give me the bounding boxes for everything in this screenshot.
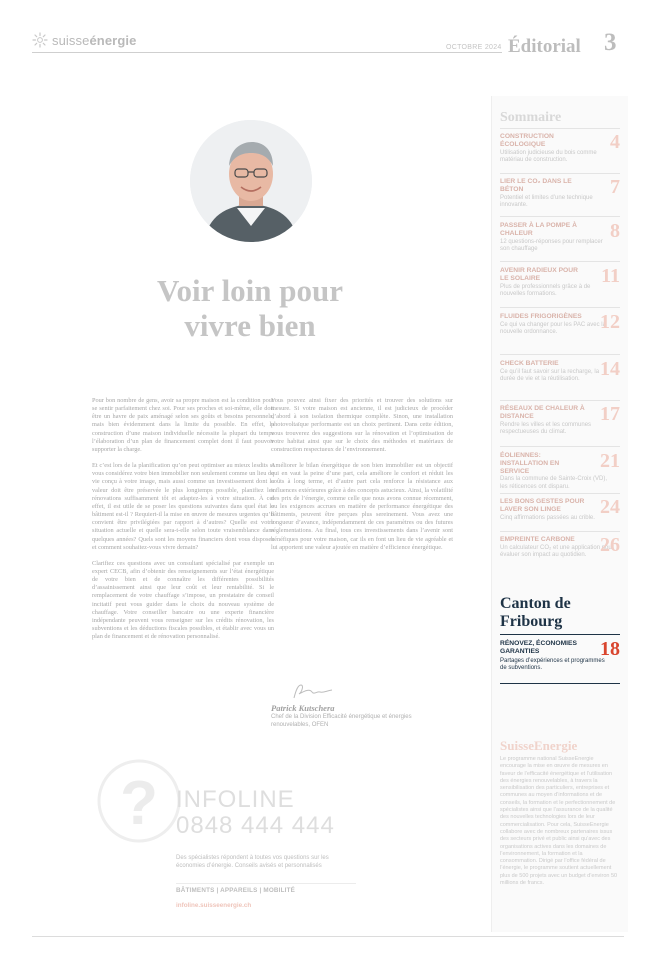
- infoline-description: Des spécialistes répondent à toutes vos questions sur les économies d’énergie. Conseils avisés et personnalisés: [176, 855, 329, 869]
- toc-item[interactable]: AVENIR RADIEUX POUR LE SOLAIRE Plus de professionnels grâce à de nouvelles formations. 11: [500, 267, 620, 298]
- signature-role: Chef de la Division Efficacité énergétique et énergies renouvelables, OFEN: [271, 714, 412, 728]
- toc-page: 14: [600, 358, 620, 380]
- toc-divider: [500, 261, 620, 262]
- infoline-categories: BÂTIMENTS | APPAREILS | MOBILITÉ: [176, 887, 296, 894]
- article-title: Voir loin pour vivre bien: [156, 273, 344, 343]
- author-portrait: [190, 120, 312, 242]
- sommaire-divider: [500, 128, 620, 129]
- toc-item[interactable]: CONSTRUCTION ÉCOLOGIQUE Utilisation judicieuse du bois comme matériau de construction. 4: [500, 133, 620, 164]
- canton-toc-item[interactable]: RÉNOVEZ, ÉCONOMIES GARANTIES Partages d’expériences et programmes de subventions. 18: [500, 638, 620, 671]
- toc-item[interactable]: PASSER À LA POMPE À CHALEUR 12 questions-réponses pour remplacer son chauffage 8: [500, 222, 620, 253]
- logo-text: suisseénergie: [52, 32, 137, 48]
- svg-text:?: ?: [120, 769, 158, 838]
- toc-page: 4: [610, 131, 620, 153]
- toc-page: 11: [601, 265, 620, 287]
- paragraph: Clarifiez ces questions avec un consultant spécialisé par exemple un expert CECB, afin d’obtenir des renseignements sur l’état énergétique de votre bien et de connaître les différentes possibilités d’assainissement ainsi que leur coût et leur rentabilité. Si le remplacement de votre chauffage s’impose, un prestataire de conseil incitatif peut vous guider dans le choix du nouveau système de chauffage. Votre conseiller bancaire ou une experte financière indépendante peuvent vous renseigner sur les crédits rénovation, les subventions et les déductions fiscales possibles, et établir avec vous un plan de financement et de rénovation personnalisé.: [92, 559, 274, 641]
- canton-divider: [500, 634, 620, 635]
- suisseenergie-description: Le programme national SuisseEnergie encourage la mise en œuvre de mesures en faveur de l’efficacité énergétique et l’utilisation des énergies renouvelables, à travers la sensibilisation des particuliers, entreprises et communes au moyen d’informations et de conseils, la formation et le perfectionnement de spécialistes ainsi que l’assurance de la qualité des nouvelles technologies lors de leur commercialisation. Pour cela, SuisseEnergie collabore avec de nombreux partenaires issus des secteurs privé et public ainsi qu’avec des organisations actives dans les domaines de l’environnement, la formation et la consommation. Dirigé par l’office fédéral de l’énergie, le programme soutient actuellement plus de 500 projets avec un budget d’environ 50 millions de francs.: [500, 756, 618, 887]
- toc-divider: [500, 307, 620, 308]
- toc-page: 8: [610, 220, 620, 242]
- toc-divider: [500, 216, 620, 217]
- infoline-phone[interactable]: 0848 444 444: [176, 812, 335, 839]
- sun-icon: [32, 32, 48, 48]
- sommaire-heading: Sommaire: [500, 110, 562, 125]
- toc-page: 21: [600, 450, 620, 472]
- toc-divider: [500, 531, 620, 532]
- toc-item[interactable]: FLUIDES FRIGORIGÈNES Ce qui va changer pour les PAC avec la nouvelle ordonnance. 12: [500, 313, 620, 336]
- toc-divider: [500, 493, 620, 494]
- toc-divider: [500, 354, 620, 355]
- toc-page: 26: [600, 534, 620, 556]
- toc-item[interactable]: EMPREINTE CARBONE Un calculateur CO₂ et une application pour évaluer son impact au quotidien. 26: [500, 534, 620, 559]
- toc-page: 7: [610, 176, 620, 198]
- paragraph: Vous pouvez ainsi fixer des priorités et trouver des solutions sur mesure. Si votre maison est ancienne, il est judicieux de procéder d’abord à son isolation thermique complète. Sinon, une installation photovoltaïque performante est un choix pertinent. Dans cette édition, vous trouverez des suggestions sur la rénovation et l’optimisation de votre habitat ainsi que sur le choix des méthodes et matériaux de construction respectueux de l’environnement.: [271, 397, 453, 453]
- toc-item[interactable]: LIER LE CO₂ DANS LE BÉTON Potentiel et limites d’une technique innovante. 7: [500, 178, 620, 209]
- signature-name: Patrick Kutschera: [271, 703, 335, 713]
- paragraph: Et c’est lors de la planification qu’on peut optimiser au mieux lesdits si vous considérez votre bien immobilier non seulement comme un lieu de vie conçu à votre image, mais aussi comme un investissement dont la valeur doit être préservée le plus longtemps possible, planifiez les rénovations suffisamment tôt et adaptez-les à votre situation. À cet effet, il est utile de se poser les questions suivantes dans quel état le bâtiment est-il ? Requiert-il la mise en œuvre de mesures urgentes qu’il convient être privilégiées par rapport à d’autres? Quelle est votre situation actuelle et quelle sera-t-elle selon toute vraisemblance dans quelques années? Quels sont les moyens financiers dont vous disposez et comment souhaitez-vous vivre demain?: [92, 462, 274, 551]
- issue-date: OCTOBRE 2024: [446, 44, 502, 51]
- paragraph: Améliorer le bilan énergétique de son bien immobilier est un objectif qui en vaut la peine d’une part, cela améliore le confort et réduit les coûts à long terme, et d’autre part cela renforce la résistance aux influences extérieures grâce à des concepts astucieux. Ainsi, la volatilité des prix de l’énergie, comme celle que nous avons connue récemment, ou les exigences accrues en matière de performance énergétique des bâtiments, peuvent être perçues plus sereinement. Vous avez une longueur d’avance, indépendamment de ces paramètres ou des futures réglementations. Au final, tous ces investissements dans l’avenir sont bénéfiques pour votre maison, car ils en font un lieu de vie agréable et lui apportent une valeur ajoutée en matière d’efficience énergétique.: [271, 462, 453, 551]
- infoline-label: INFOLINE: [176, 786, 295, 813]
- signature-icon: [290, 682, 336, 700]
- toc-item[interactable]: RÉSEAUX DE CHALEUR À DISTANCE Rendre les villes et les communes respectueuses du climat. 17: [500, 405, 620, 436]
- canton-heading: Canton de Fribourg: [500, 595, 571, 630]
- toc-page: 24: [600, 496, 620, 518]
- toc-page: 12: [600, 311, 620, 333]
- question-mark-icon: [96, 758, 182, 844]
- toc-divider: [500, 173, 620, 174]
- canton-page: 18: [600, 638, 620, 660]
- footer-divider: [32, 936, 624, 937]
- toc-divider: [500, 400, 620, 401]
- article-column-left: [92, 397, 274, 649]
- section-title: Éditorial: [508, 36, 581, 57]
- suisseenergie-heading: SuisseEnergie: [500, 738, 578, 753]
- toc-page: 17: [600, 403, 620, 425]
- article-column-right: [271, 397, 453, 560]
- toc-item[interactable]: ÉOLIENNES: INSTALLATION EN SERVICE Dans la commune de Sainte-Croix (VD), les réticences ont disparu. 21: [500, 452, 620, 491]
- header-divider: [32, 52, 502, 53]
- brand-logo: [32, 32, 136, 48]
- infoline-divider: [176, 883, 356, 884]
- canton-divider: [500, 683, 620, 684]
- infoline-link[interactable]: infoline.suisseenergie.ch: [176, 902, 252, 909]
- page-number: 3: [604, 29, 617, 56]
- toc-item[interactable]: CHECK BATTERIE Ce qu’il faut savoir sur la recharge, la durée de vie et la réutilisation. 14: [500, 360, 620, 383]
- paragraph: Pour bon nombre de gens, avoir sa propre maison est la condition pour se sentir parfaitement chez soi. Pour ses proches et soi-même, elle doit être un havre de paix aménagé selon ses goûts et besoins personnels, mais bien évidemment dans la limite du possible. En effet, la construction d’une maison individuelle nécessite la plupart du temps l’élaboration d’un plan de financement complet dont il faut pouvoir supporter la charge.: [92, 397, 274, 453]
- toc-divider: [500, 446, 620, 447]
- toc-item[interactable]: LES BONS GESTES POUR LAVER SON LINGE Cinq affirmations passées au crible. 24: [500, 498, 620, 522]
